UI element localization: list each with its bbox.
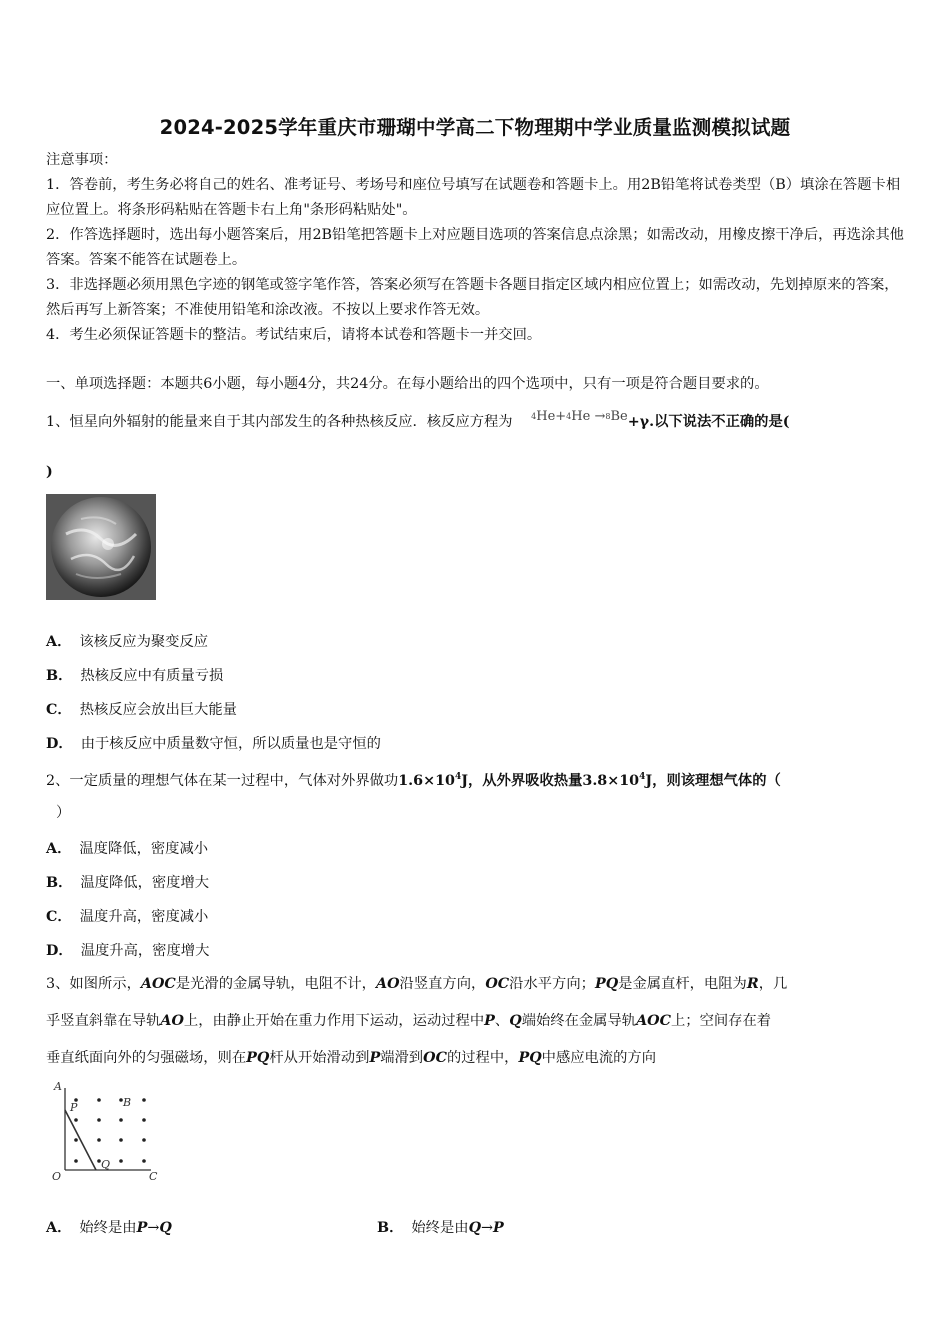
label-o: O bbox=[52, 1170, 62, 1183]
question-2-stem: 2、一定质量的理想气体在某一过程中，气体对外界做功$1.6\times 10^4J$，从外界吸收热量$3.8\times 10^4J$，则该理想气体的（ bbox=[46, 772, 781, 789]
notice-item-2: 2．作答选择题时，选出每小题答案后，用2B铅笔把答题卡上对应题目选项的答案信息点涂黑；如需改动，用橡皮擦干净后，再选涂其他答案。答案不能答在试题卷上。 bbox=[46, 227, 904, 268]
q2-option-d[interactable]: D． 温度升高，密度增大 bbox=[46, 943, 210, 959]
q1-stem-text: 1、恒星向外辐射的能量来自于其内部发生的各种热核反应．核反应方程为 bbox=[46, 414, 513, 430]
question-3-line-1: 3、如图所示，AOC是光滑的金属导轨，电阻不计，AO沿竖直方向，OC沿水平方向；PQ是金属直杆，电阻为R，几 bbox=[46, 976, 788, 992]
q1-option-c[interactable]: C． 热核反应会放出巨大能量 bbox=[46, 702, 237, 718]
label-c: C bbox=[149, 1170, 158, 1183]
q1-option-d[interactable]: D． 由于核反应中质量数守恒，所以质量也是守恒的 bbox=[46, 736, 381, 752]
page-title: 2024-2025学年重庆市珊瑚中学高二下物理期中学业质量监测模拟试题 bbox=[159, 116, 791, 139]
q2-option-a[interactable]: A． 温度降低，密度减小 bbox=[46, 841, 209, 857]
q3-option-a[interactable]: A． 始终是由P→Q bbox=[46, 1220, 172, 1236]
star-sphere-icon bbox=[46, 494, 156, 600]
notice-heading: 注意事项： bbox=[46, 152, 118, 168]
q3-option-b[interactable]: B． 始终是由Q→P bbox=[377, 1220, 504, 1236]
label-p: P bbox=[70, 1101, 78, 1114]
q2-option-c[interactable]: C． 温度升高，密度减小 bbox=[46, 909, 209, 925]
label-a: A bbox=[54, 1080, 62, 1093]
question-3-line-3: 垂直纸面向外的匀强磁场，则在PQ杆从开始滑动到P端滑到OC的过程中，PQ中感应电流的方向 bbox=[46, 1050, 657, 1066]
q1-option-a[interactable]: A． 该核反应为聚变反应 bbox=[46, 634, 209, 650]
star-image bbox=[46, 494, 156, 600]
label-q: Q bbox=[101, 1158, 111, 1171]
q1-stem-close: ) bbox=[46, 464, 53, 480]
notice-item-4: 4．考生必须保证答题卡的整洁。考试结束后，请将本试卷和答题卡一并交回。 bbox=[46, 327, 542, 343]
question-1-stem bbox=[46, 410, 926, 435]
section-heading: 一、单项选择题：本题共6小题，每小题4分，共24分。在每小题给出的四个选项中，只有一项是符合题目要求的。 bbox=[46, 376, 769, 392]
q2-stem-close: ） bbox=[56, 805, 71, 821]
notice-item-1: 1．答卷前，考生务必将自己的姓名、准考证号、考场号和座位号填写在试题卷和答题卡上。用2B铅笔将试卷类型（B）填涂在答题卡相应位置上。将条形码粘贴在答题卡右上角"条形码粘贴处"。 bbox=[46, 177, 901, 218]
notice-item-3: 3．非选择题必须用黑色字迹的钢笔或签字笔作答，答案必须写在答题卡各题目指定区域内相应位置上；如需改动，先划掉原来的答案，然后再写上新答案；不准使用铅笔和涂改液。不按以上要求作答无效。 bbox=[46, 277, 899, 318]
q2-option-b[interactable]: B． 温度降低，密度增大 bbox=[46, 875, 210, 891]
nuclear-equation: $^4$He+$^4$He →$^8$Be bbox=[531, 409, 628, 424]
q1-stem-tail: +γ.以下说法不正确的是( bbox=[627, 414, 790, 430]
label-b: B bbox=[123, 1096, 132, 1109]
question-3-line-2: 乎竖直斜靠在导轨AO上，由静止开始在重力作用下运动，运动过程中P、Q端始终在金属导轨AOC上；空间存在着 bbox=[46, 1013, 772, 1029]
rail-diagram bbox=[46, 1080, 171, 1185]
q1-option-b[interactable]: B． 热核反应中有质量亏损 bbox=[46, 668, 224, 684]
